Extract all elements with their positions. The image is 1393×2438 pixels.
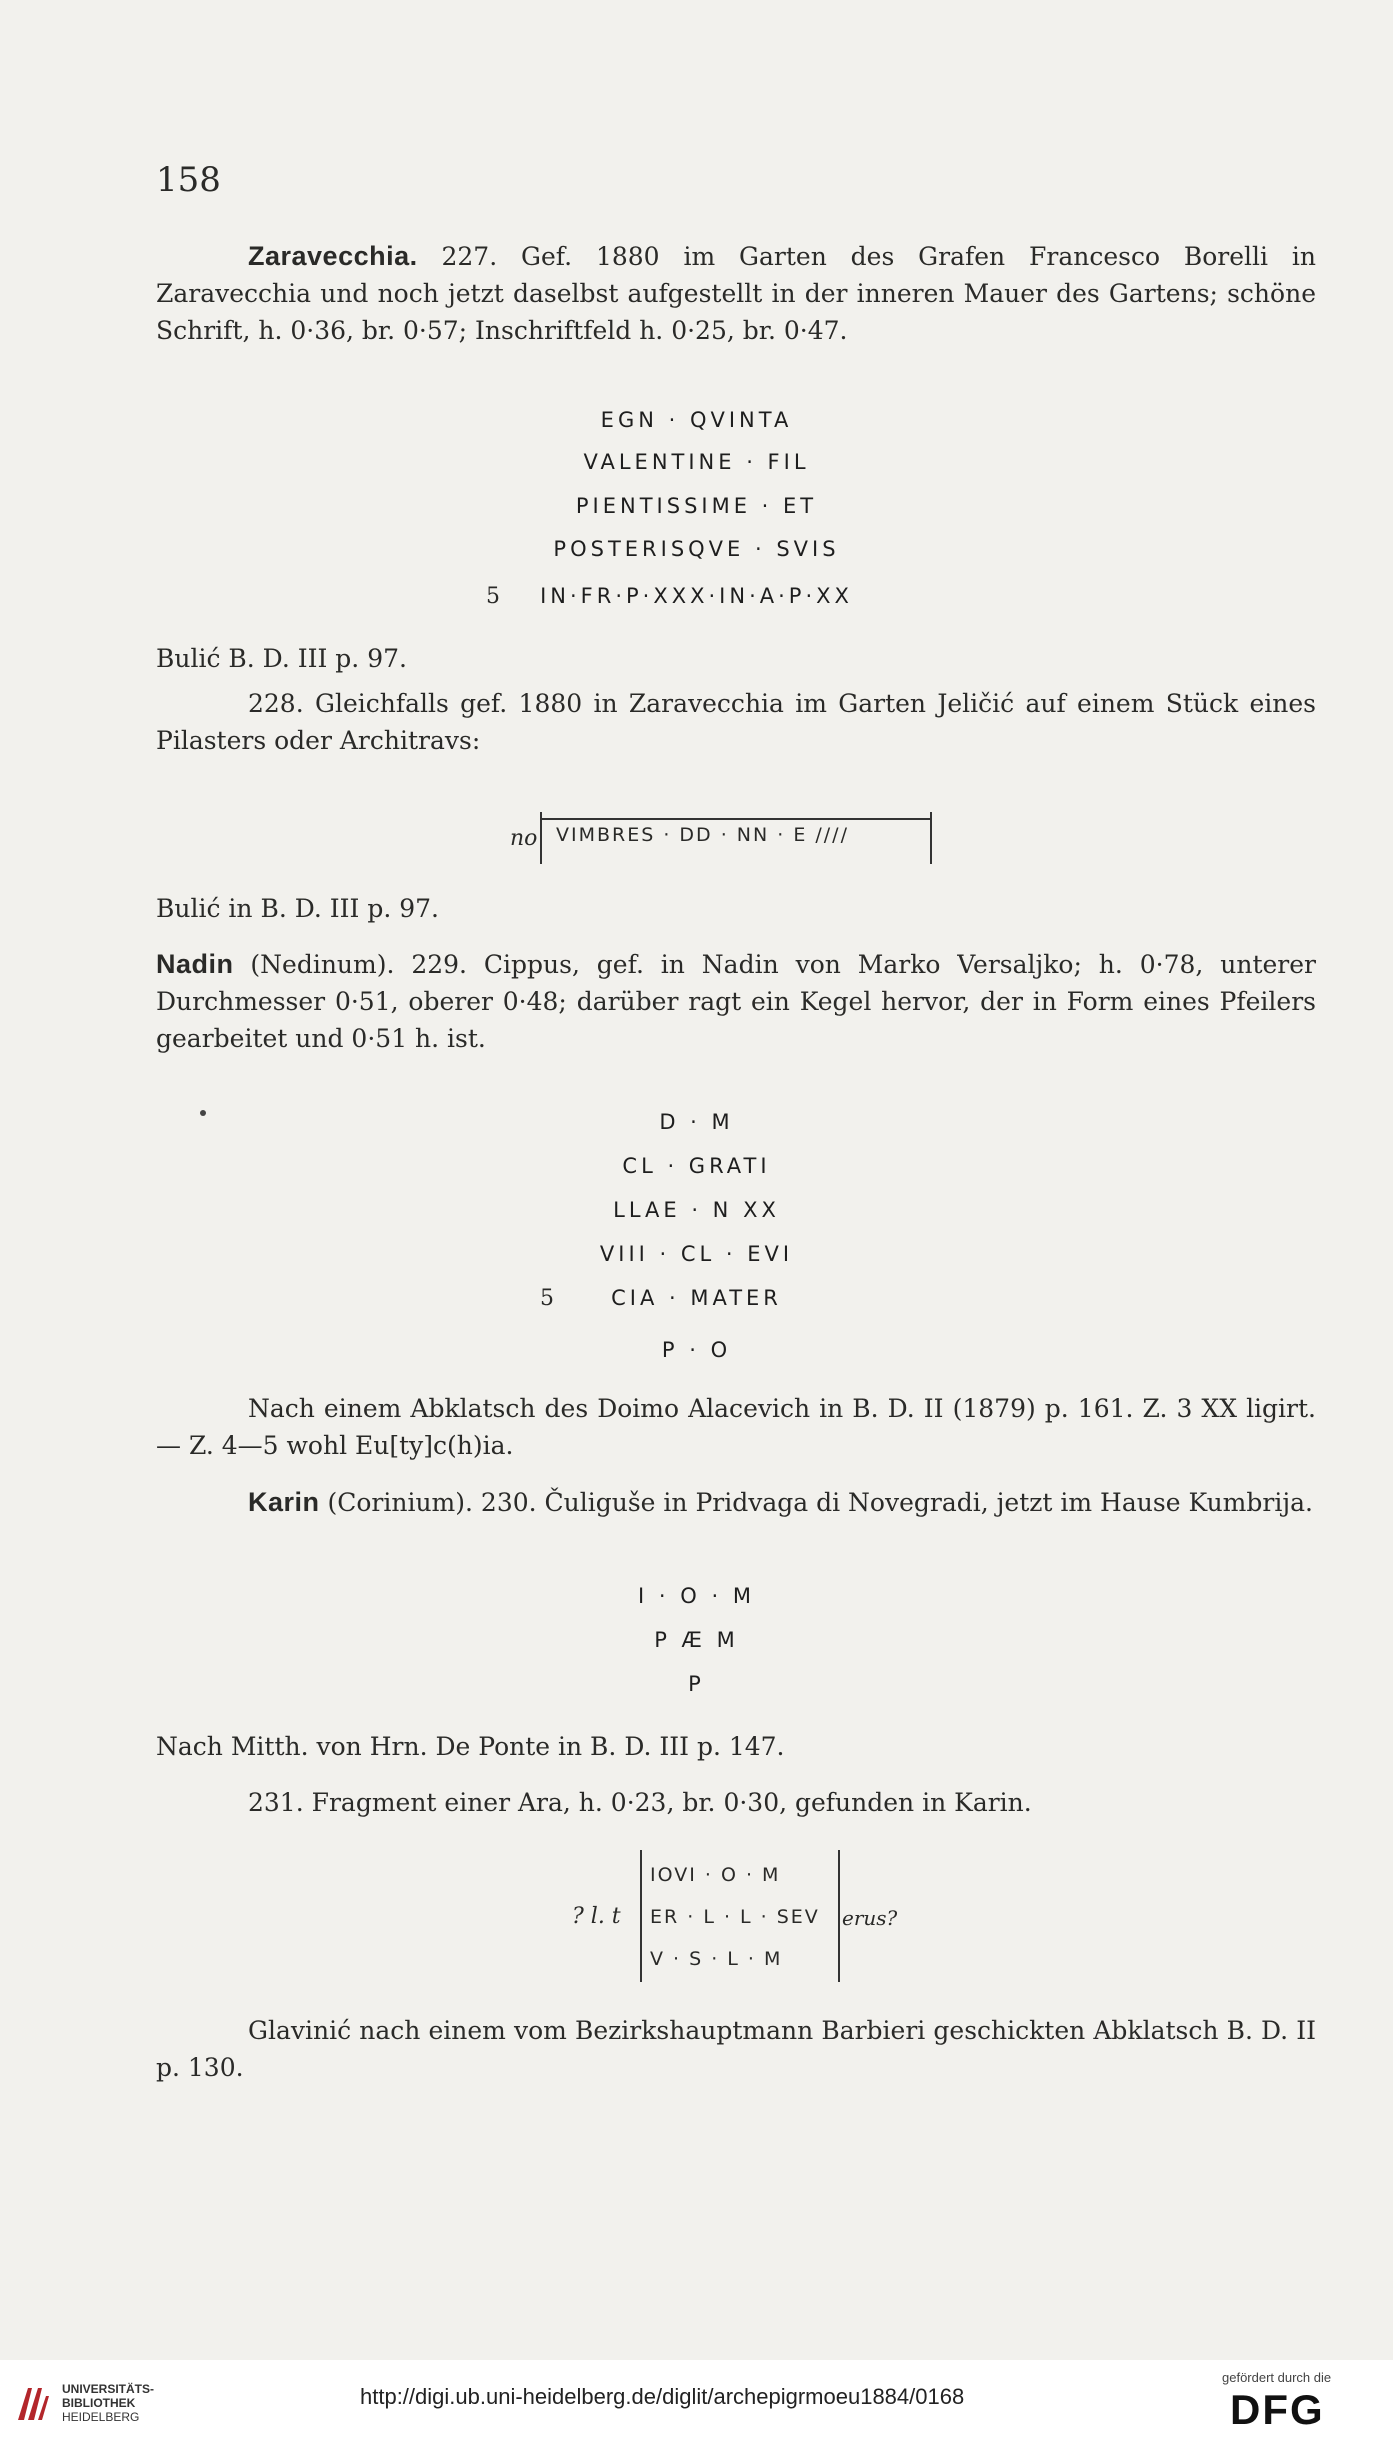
entry-227-heading: Zaravecchia. xyxy=(248,241,418,271)
inscription-230-line: P Æ M xyxy=(654,1628,739,1652)
inscription-227-line: VALENTINE · FIL xyxy=(583,450,810,474)
inscription-231-line: ER · L · L · SEV xyxy=(650,1906,820,1928)
entry-229-note: Nach einem Abklatsch des Doimo Alacevich in B. D. II (1879) p. 161. Z. 3 XX ligirt. — Z. 4—5 wohl Eu[ty]c(h)ia. xyxy=(156,1394,1316,1460)
entry-228-source: Bulić in B. D. III p. 97. xyxy=(156,894,439,923)
inscription-231-line: IOVI · O · M xyxy=(650,1864,781,1886)
entry-229-body: (Nedinum). 229. Cippus, gef. in Nadin von Marko Versaljko; h. 0·78, unterer Durchmesser 0·51, oberer 0·48; darüber ragt ein Kegel hervor, der in Form eines Pfeilers gearbeitet und 0·51 h. ist. xyxy=(156,950,1316,1053)
inscription-230-line: P xyxy=(688,1672,705,1696)
entry-229-heading: Nadin xyxy=(156,949,234,979)
inscription-229-line: LLAE · N XX xyxy=(613,1198,780,1222)
entry-229-text xyxy=(156,946,1316,1057)
funding-note: gefördert durch die xyxy=(1222,2370,1332,2385)
dfg-logo: DFG xyxy=(1230,2386,1325,2433)
inscription-227-line: POSTERISQVE · SVIS xyxy=(553,537,840,561)
entry-227-body: 227. Gef. 1880 im Garten des Grafen Francesco Borelli in Zaravecchia und noch jetzt daselbst aufgestellt in der inneren Mauer des Gartens; schöne Schrift, h. 0·36, br. 0·57; Inschriftfeld h. 0·25, br. 0·47. xyxy=(156,242,1316,345)
inscription-227-line: EGN · QVINTA xyxy=(600,408,793,432)
inscription-229-line: P · O xyxy=(661,1338,732,1362)
entry-230-text xyxy=(156,1484,1316,1521)
inscription-231-prefix: ? l. t xyxy=(572,1904,621,1929)
inscription-228-prefix: no xyxy=(510,826,538,851)
entry-228-text: 228. Gleichfalls gef. 1880 in Zaravecchia im Garten Jeličić auf einem Stück eines Pilasters oder Architravs: xyxy=(156,689,1316,755)
entry-230-source: Nach Mitth. von Hrn. De Ponte in B. D. III p. 147. xyxy=(156,1732,785,1761)
footer-bar xyxy=(0,2360,1393,2438)
entry-231-note: Glavinić nach einem vom Bezirkshauptmann Barbieri geschickten Abklatsch B. D. II p. 130. xyxy=(156,2016,1316,2082)
inscription-227-line: PIENTISSIME · ET xyxy=(575,494,818,518)
library-name-line: BIBLIOTHEK xyxy=(62,2396,136,2410)
entry-227-source: Bulić B. D. III p. 97. xyxy=(156,644,407,673)
inscription-229-line: VIII · CL · EVI xyxy=(599,1242,794,1266)
library-name xyxy=(62,2382,154,2424)
line-number: 5 xyxy=(486,584,500,609)
line-number: 5 xyxy=(540,1286,554,1311)
permalink-url[interactable]: http://digi.ub.uni-heidelberg.de/diglit/archepigrmoeu1884/0168 xyxy=(360,2384,965,2409)
entry-227-text xyxy=(156,238,1316,349)
inscription-228-text: VIMBRES · DD · NN · E //// xyxy=(556,824,849,846)
entry-230-body: (Corinium). 230. Čuliguše in Pridvaga di Novegradi, jetzt im Hause Kumbrija. xyxy=(319,1488,1313,1517)
university-library-logo-icon xyxy=(14,2384,52,2424)
inscription-227-line: IN·FR·P·XXX·IN·A·P·XX xyxy=(540,584,853,608)
page-number: 158 xyxy=(156,160,221,200)
inscription-229-line: CIA · MATER xyxy=(611,1286,782,1310)
library-name-line: UNIVERSITÄTS- xyxy=(62,2382,155,2396)
inscription-230-line: I · O · M xyxy=(638,1584,755,1608)
frame-rule xyxy=(542,818,930,820)
entry-230-heading: Karin xyxy=(248,1487,320,1517)
entry-231-text: 231. Fragment einer Ara, h. 0·23, br. 0·30, gefunden in Karin. xyxy=(248,1788,1032,1817)
inscription-229-line: D · M xyxy=(659,1110,734,1134)
inscription-231-line: V · S · L · M xyxy=(650,1948,783,1970)
inscription-231-frame xyxy=(640,1850,840,1982)
inscription-229-line: CL · GRATI xyxy=(622,1154,771,1178)
inscription-231-suffix: erus? xyxy=(842,1906,898,1930)
inscription-228-frame xyxy=(540,812,932,864)
library-name-line: HEIDELBERG xyxy=(62,2410,140,2424)
